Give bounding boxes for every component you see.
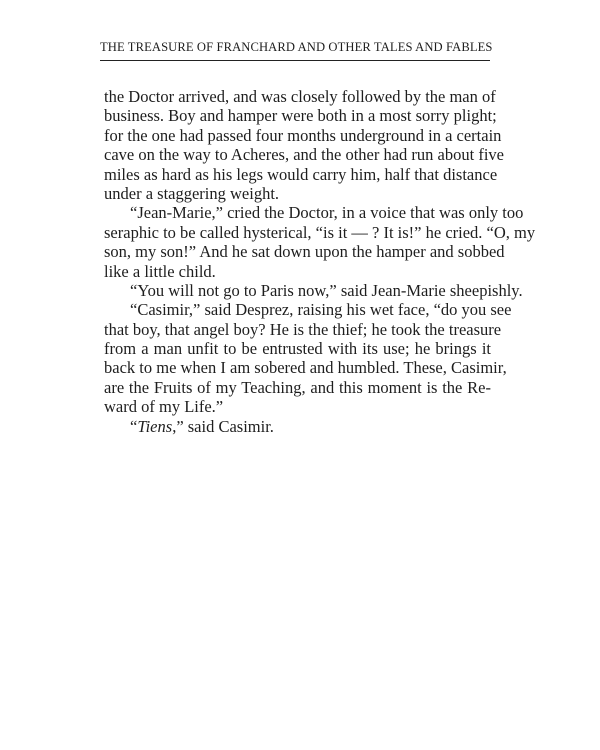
text-line: “Jean-Marie,” cried the Doctor, in a voice that was only too [130, 203, 524, 223]
text-line: cave on the way to Acheres, and the other had run about five [104, 145, 504, 165]
final-line [104, 417, 491, 436]
header-rule [100, 60, 490, 61]
text-line: seraphic to be called hysterical, “is it — ? It is!” he cried. “O, my [104, 222, 536, 242]
text-line: that boy, that angel boy? He is the thief; he took the treasure [104, 319, 502, 339]
text-line: like a little child. [104, 261, 216, 281]
text-line: “You will not go to Paris now,” said Jean-Marie sheepishly. [130, 280, 523, 300]
running-head: THE TREASURE OF FRANCHARD AND OTHER TALES AND FABLES [100, 40, 493, 54]
text-line: the Doctor arrived, and was closely followed by the man of [104, 87, 496, 106]
text-line: ward of my Life.” [104, 397, 224, 417]
text-line: “Casimir,” said Desprez, raising his wet face, “do you see [130, 300, 512, 320]
italic-word: Tiens [137, 416, 173, 436]
body-text [104, 87, 536, 436]
text-line: are the Fruits of my Teaching, and this moment is the Re- [104, 377, 491, 397]
text-line: son, my son!” And he sat down upon the hamper and sobbed [104, 242, 505, 262]
text-line: back to me when I am sobered and humbled. These, Casimir, [104, 358, 507, 378]
text-line: for the one had passed four months underground in a certain [104, 125, 502, 145]
text-line: miles as hard as his legs would carry him, half that distance [104, 164, 498, 184]
text-line: from a man unfit to be entrusted with its use; he brings it [104, 339, 491, 359]
open-quote: “ [130, 416, 138, 436]
final-line-rest: ,” said Casimir. [172, 416, 274, 436]
text-line: business. Boy and hamper were both in a most sorry plight; [104, 106, 497, 126]
text-line: under a staggering weight. [104, 183, 280, 203]
